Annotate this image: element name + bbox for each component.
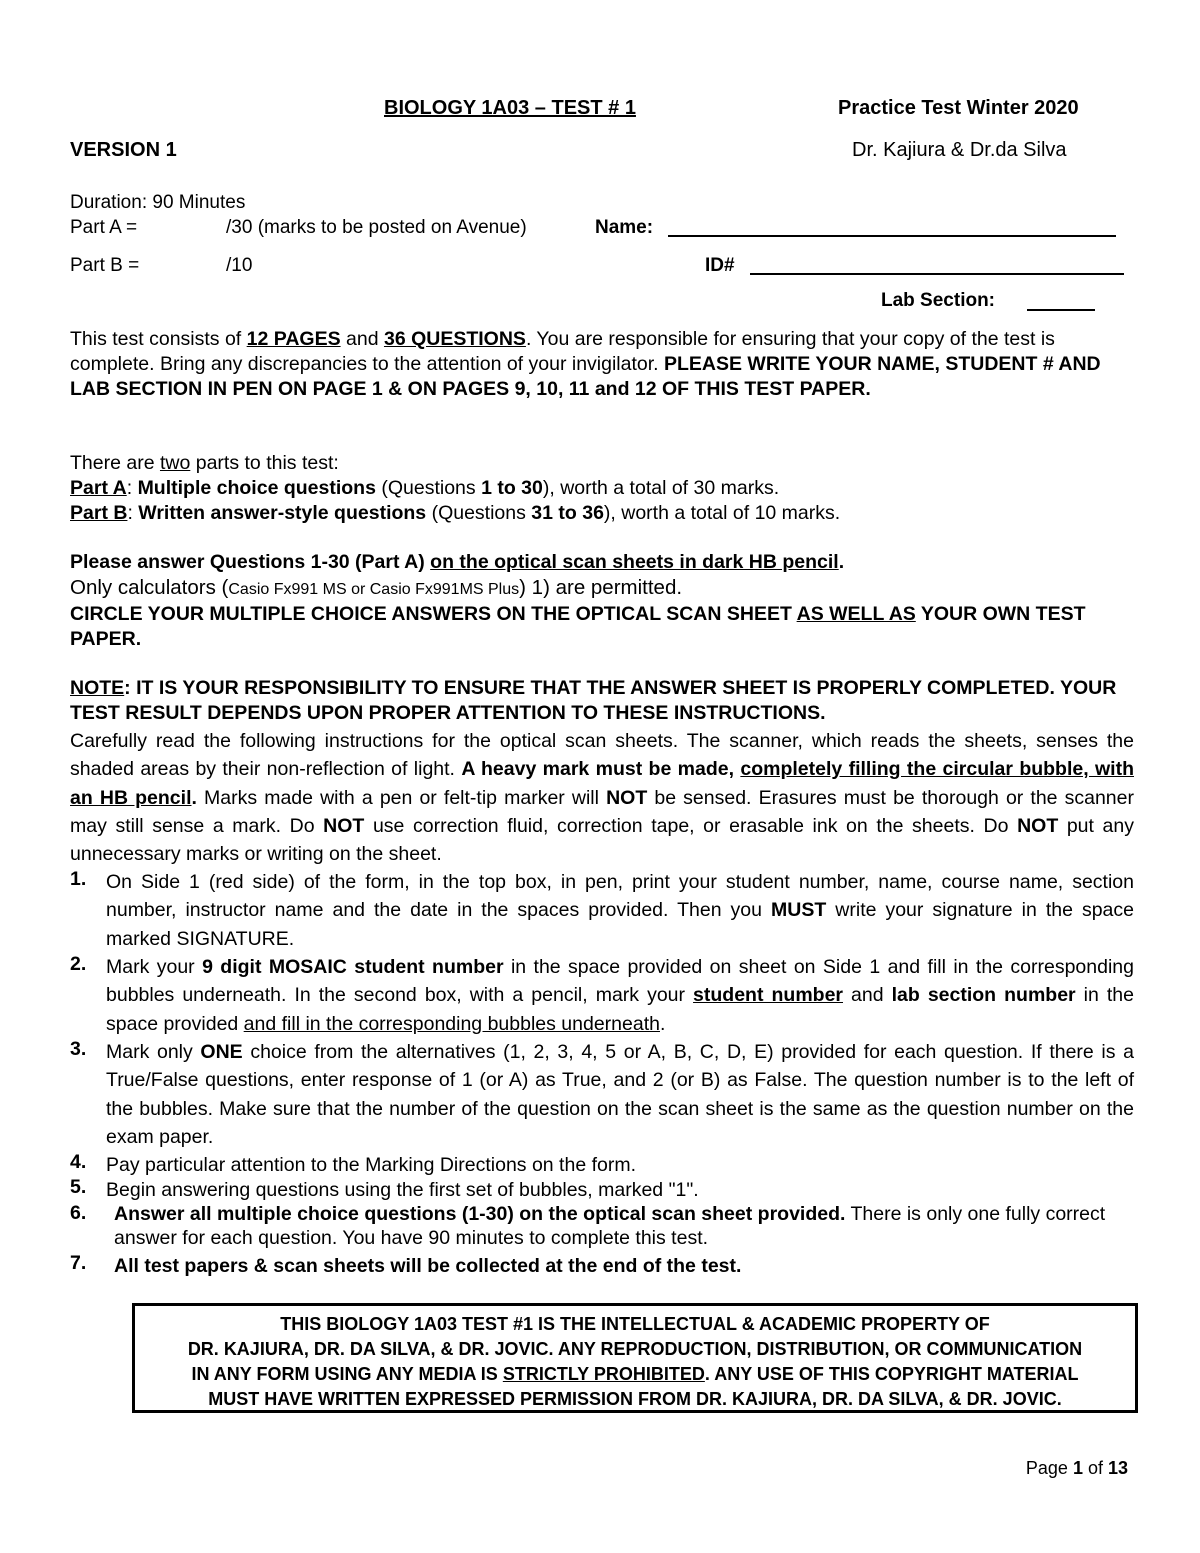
item-text: There is only one fully correct answer for each question. You have 90 minutes to complete this test. <box>114 1203 1106 1249</box>
circle-as-well-as: AS WELL AS <box>796 603 916 625</box>
item-text: . <box>659 1012 666 1035</box>
of-word: of <box>1082 1458 1108 1478</box>
calculator-text: Only calculators ( <box>70 576 229 599</box>
circle-text: YOUR OWN TEST PAPER. <box>70 603 1086 650</box>
name-label: Name: <box>595 217 654 238</box>
instruction-item-7: All test papers & scan sheets will be collected at the end of the test. <box>114 1255 742 1277</box>
not-emphasis: NOT <box>1017 814 1059 837</box>
page-word: Page <box>1025 1458 1073 1478</box>
answer-all-emphasis: Answer all multiple choice questions (1-30) on the optical scan sheet provided. <box>114 1203 846 1225</box>
page-number <box>1026 1458 1128 1479</box>
version-label: VERSION 1 <box>70 139 177 161</box>
intro-questions: 36 QUESTIONS <box>383 328 526 350</box>
intro-write-name-instruction: PLEASE WRITE YOUR NAME, STUDENT # AND LAB SECTION IN PEN ON PAGE 1 & ON PAGES 9, 10, 11 and 12 OF THIS TEST PAPER. <box>70 353 1101 400</box>
scanner-text: use correction fluid, correction tape, or erasable ink on the sheets. Do <box>364 814 1018 837</box>
current-page: 1 <box>1072 1458 1083 1478</box>
lab-section-label: Lab Section: <box>881 290 996 311</box>
id-blank[interactable] <box>750 273 1124 275</box>
parts-intro <box>70 451 1134 476</box>
fill-bubble-text: completely filling the circular bubble, with an HB pencil <box>70 758 1134 809</box>
lab-section-emphasis: lab section number <box>891 984 1076 1007</box>
not-emphasis: NOT <box>606 786 648 809</box>
scanner-text: . <box>191 786 197 809</box>
scanner-text: Marks made with a pen or felt-tip marker will <box>196 786 607 809</box>
copyright-line: THIS BIOLOGY 1A03 TEST #1 IS THE INTELLECTUAL & ACADEMIC PROPERTY OF <box>280 1314 990 1334</box>
student-number-emphasis: student number <box>693 984 843 1007</box>
practice-test-label: Practice Test Winter 2020 <box>838 97 1079 119</box>
item-text: write your signature in the space marked SIGNATURE. <box>106 899 1134 950</box>
item-number: 5. <box>70 1176 87 1198</box>
course-title: BIOLOGY 1A03 – TEST # 1 <box>384 97 636 119</box>
answer-text: Please answer Questions 1-30 (Part A) <box>70 551 431 573</box>
intro-pages: 12 PAGES <box>246 328 341 350</box>
parts-text: parts to this test: <box>190 452 339 474</box>
note-text: : IT IS YOUR RESPONSIBILITY TO ENSURE THAT THE ANSWER SHEET IS PROPERLY COMPLETED. YOUR TEST RESULT DEPENDS UPON PROPER ATTENTION TO THESE INSTRUCTIONS. <box>70 677 1117 724</box>
parts-text: (Questions <box>426 502 532 524</box>
item-text: On Side 1 (red side) of the form, in the top box, in pen, print your student number, name, course name, section number, instructor name and the date in the spaces provided. Then you <box>106 871 1134 922</box>
one-emphasis: ONE <box>200 1041 243 1063</box>
parts-text: There are <box>70 452 160 474</box>
duration: Duration: 90 Minutes <box>70 192 246 213</box>
strictly-prohibited: STRICTLY PROHIBITED <box>502 1364 705 1384</box>
part-b-type: Written answer-style questions <box>138 502 427 524</box>
scanner-text: Carefully read the following instructions for the optical scan sheets. The scanner, which reads the sheets, senses the shaded areas by their non-reflection of light. <box>70 730 1134 781</box>
instruction-item-2 <box>106 953 1134 1038</box>
instruction-item-3 <box>106 1038 1134 1151</box>
item-text: in the space provided on sheet on Side 1 and fill in the corresponding bubbles underneath. In the second box, with a pencil, mark your <box>106 956 1134 1007</box>
part-a-description <box>70 476 1134 501</box>
scanner-instructions <box>70 727 1134 868</box>
scanner-text: be sensed. Erasures must be thorough or the scanner may still sense a mark. Do <box>70 786 1134 837</box>
part-a-type: Multiple choice questions <box>137 477 376 499</box>
answer-where <box>70 550 1134 575</box>
item-text: in the space provided <box>106 984 1134 1035</box>
item-number: 4. <box>70 1151 87 1173</box>
scanner-text: put any unnecessary marks or writing on the sheet. <box>70 814 1134 866</box>
circle-text: CIRCLE YOUR MULTIPLE CHOICE ANSWERS ON THE OPTICAL SCAN SHEET <box>70 603 797 625</box>
part-b-marks: /10 <box>226 255 253 276</box>
instruction-item-5: Begin answering questions using the first set of bubbles, marked "1". <box>106 1179 699 1201</box>
part-b-description <box>70 501 1134 526</box>
heavy-mark-text: A heavy mark must be made, <box>461 758 741 781</box>
copyright-line <box>135 1362 1135 1387</box>
part-a-marks: /30 (marks to be posted on Avenue) <box>226 217 527 238</box>
note-label: NOTE <box>70 677 125 699</box>
part-b-title: Part B <box>70 502 128 524</box>
instruction-item-6 <box>114 1202 1114 1250</box>
intro-text: This test consists of <box>70 328 247 350</box>
answer-pencil: on the optical scan sheets in dark HB pencil <box>430 551 839 573</box>
parts-text: : <box>126 477 138 499</box>
part-a-title: Part A <box>70 477 127 499</box>
part-a-range: 1 to 30 <box>481 477 543 499</box>
intro-text: . You are responsible for ensuring that your copy of the test is complete. Bring any discrepancies to the attention of your invigilator. <box>70 328 1055 375</box>
parts-text: (Questions <box>375 477 482 499</box>
calculator-policy <box>70 575 1134 602</box>
part-a-label: Part A = <box>70 217 138 238</box>
circle-answers-instruction <box>70 602 1134 652</box>
part-b-label: Part B = <box>70 255 140 276</box>
item-text: Mark your <box>106 956 203 978</box>
item-text: choice from the alternatives (1, 2, 3, 4, 5 or A, B, C, D, E) provided for each question. If there is a True/False questions, enter response of 1 (or A) as True, and 2 (or B) as False. The question number is to the left of the bubbles. Make sure that the number of the question on the scan sheet is the same as the question number on the exam paper. <box>106 1041 1134 1148</box>
copyright-text: . ANY USE OF THIS COPYRIGHT MATERIAL <box>704 1364 1079 1384</box>
total-pages: 13 <box>1107 1458 1128 1478</box>
calculator-models: Casio Fx991 MS or Casio Fx991MS Plus <box>228 581 520 598</box>
copyright-line: MUST HAVE WRITTEN EXPRESSED PERMISSION FROM DR. KAJIURA, DR. DA SILVA, & DR. JOVIC. <box>208 1389 1062 1409</box>
copyright-line: DR. KAJIURA, DR. DA SILVA, & DR. JOVIC. ANY REPRODUCTION, DISTRIBUTION, OR COMMUNICATION <box>187 1339 1083 1359</box>
intro-text: and <box>340 328 384 350</box>
parts-section <box>70 451 1134 526</box>
id-label: ID# <box>705 255 735 276</box>
copyright-text: IN ANY FORM USING ANY MEDIA IS <box>191 1364 503 1384</box>
item-number: 3. <box>70 1038 87 1060</box>
answer-text: . <box>838 551 845 573</box>
instruction-item-4: Pay particular attention to the Marking Directions on the form. <box>106 1154 637 1176</box>
lab-section-blank[interactable] <box>1027 309 1095 311</box>
item-text: Mark only <box>106 1041 201 1063</box>
fill-bubbles-emphasis: and fill in the corresponding bubbles underneath <box>243 1012 660 1035</box>
item-number: 6. <box>70 1202 87 1224</box>
item-number: 1. <box>70 868 87 890</box>
item-number: 7. <box>70 1252 87 1274</box>
mosaic-number-emphasis: 9 digit MOSAIC student number <box>202 956 504 978</box>
instruction-item-1 <box>106 868 1134 953</box>
parts-text: ), worth a total of 10 marks. <box>603 502 841 524</box>
item-number: 2. <box>70 953 87 975</box>
parts-two: two <box>159 452 191 474</box>
calculator-text: ) 1) are permitted. <box>519 576 683 599</box>
not-emphasis: NOT <box>323 814 365 837</box>
instructors: Dr. Kajiura & Dr.da Silva <box>852 139 1067 161</box>
intro-paragraph <box>70 327 1134 402</box>
must-emphasis: MUST <box>771 899 827 922</box>
parts-text: ), worth a total of 30 marks. <box>542 477 780 499</box>
item-text: and <box>843 984 892 1007</box>
answer-instructions <box>70 550 1134 652</box>
parts-text: : <box>127 502 139 524</box>
note-heading <box>70 676 1134 726</box>
name-blank[interactable] <box>668 235 1116 237</box>
copyright-notice-box <box>132 1303 1138 1413</box>
part-b-range: 31 to 36 <box>531 502 604 524</box>
